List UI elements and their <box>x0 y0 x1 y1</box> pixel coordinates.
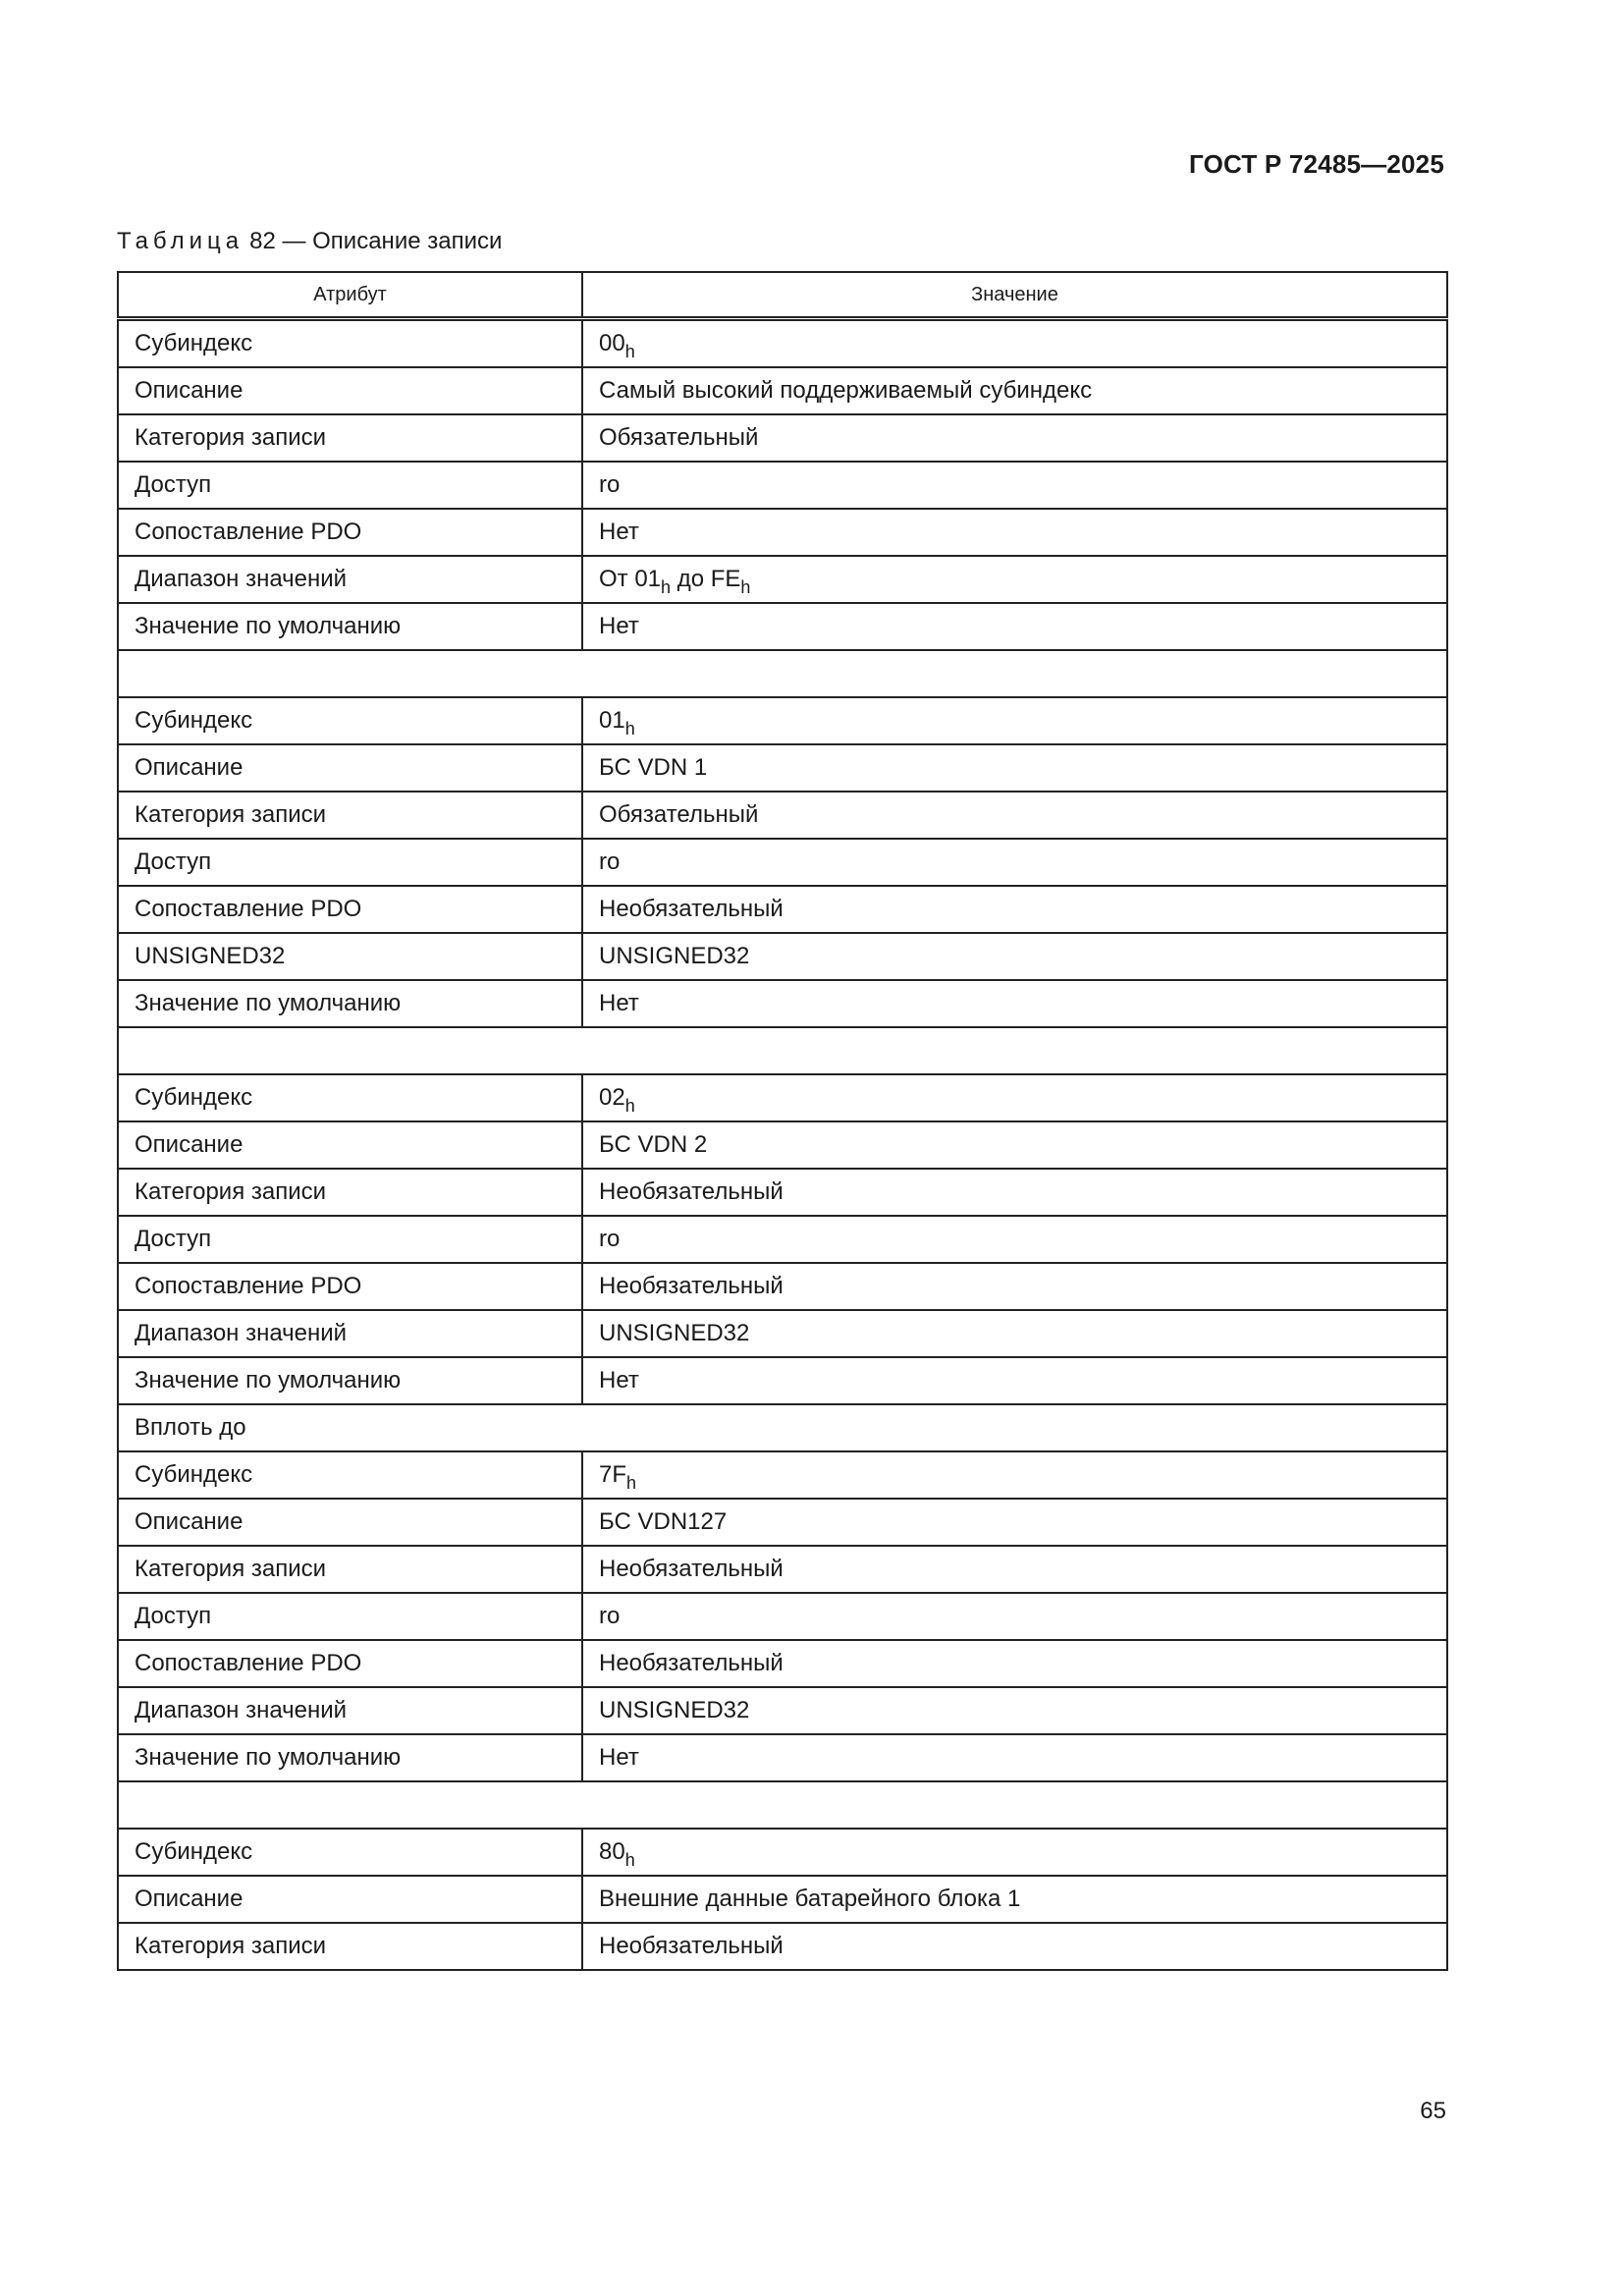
value-cell <box>582 697 1447 744</box>
table-row <box>118 1169 1447 1216</box>
value-text: Необязательный <box>599 1178 784 1205</box>
table-row <box>118 1451 1447 1499</box>
value-cell <box>582 1876 1447 1923</box>
table-row <box>118 1687 1447 1734</box>
value-text: Необязательный <box>599 1933 784 1959</box>
attribute-cell: Субиндекс <box>118 1451 582 1499</box>
document-code: ГОСТ Р 72485—2025 <box>1189 149 1444 179</box>
value-cell <box>582 1121 1447 1169</box>
value-text: Нет <box>599 1367 639 1394</box>
table-row <box>118 839 1447 886</box>
value-cell <box>582 414 1447 462</box>
span-row <box>118 1404 1447 1451</box>
value-cell <box>582 462 1447 509</box>
value-text: UNSIGNED32 <box>599 1320 750 1346</box>
value-cell <box>582 1640 1447 1687</box>
attribute-cell: Доступ <box>118 462 582 509</box>
value-text: Самый высокий поддерживаемый субиндекс <box>599 377 1093 404</box>
value-text: Обязательный <box>599 424 759 451</box>
attribute-cell: Диапазон значений <box>118 1310 582 1357</box>
table-row <box>118 792 1447 839</box>
separator-row <box>118 1027 1447 1074</box>
value-text: 02 <box>599 1084 625 1111</box>
column-header-value: Значение <box>582 272 1447 319</box>
value-cell <box>582 1074 1447 1121</box>
value-cell <box>582 319 1447 368</box>
attribute-cell: Доступ <box>118 1593 582 1640</box>
separator-row <box>118 1781 1447 1829</box>
table-row <box>118 1310 1447 1357</box>
attribute-cell: UNSIGNED32 <box>118 933 582 980</box>
page-number: 65 <box>1420 2098 1446 2124</box>
attribute-cell: Субиндекс <box>118 1829 582 1876</box>
value-cell <box>582 1216 1447 1263</box>
attribute-cell: Категория записи <box>118 1923 582 1970</box>
value-cell <box>582 744 1447 792</box>
separator-row <box>118 650 1447 697</box>
table-row <box>118 1499 1447 1546</box>
attribute-cell: Категория записи <box>118 414 582 462</box>
value-subscript: h <box>624 719 635 738</box>
separator-cell <box>118 1027 1447 1074</box>
attribute-cell: Значение по умолчанию <box>118 603 582 650</box>
value-subscript: h <box>624 342 635 361</box>
table-body <box>118 319 1447 1971</box>
table-row <box>118 1593 1447 1640</box>
value-subscript: h <box>626 1473 637 1493</box>
value-text: ro <box>599 1603 621 1629</box>
value-subscript: h <box>661 577 672 597</box>
value-cell <box>582 792 1447 839</box>
value-text: БС VDN 2 <box>599 1131 708 1158</box>
table-row <box>118 1121 1447 1169</box>
attribute-cell: Сопоставление PDO <box>118 1640 582 1687</box>
table-row <box>118 1829 1447 1876</box>
table-row <box>118 462 1447 509</box>
attribute-cell: Сопоставление PDO <box>118 1263 582 1310</box>
value-text: UNSIGNED32 <box>599 943 750 969</box>
table-row <box>118 933 1447 980</box>
table-caption-text: 82 — Описание записи <box>249 228 503 254</box>
value-cell <box>582 367 1447 414</box>
value-text: БС VDN 1 <box>599 754 708 781</box>
attribute-cell: Значение по умолчанию <box>118 1734 582 1781</box>
table-row <box>118 319 1447 368</box>
attribute-cell: Сопоставление PDO <box>118 509 582 556</box>
value-text: Необязательный <box>599 1273 784 1299</box>
table-row <box>118 367 1447 414</box>
value-text: Нет <box>599 1744 639 1771</box>
value-cell <box>582 1499 1447 1546</box>
table-row <box>118 1923 1447 1970</box>
attribute-cell: Описание <box>118 1121 582 1169</box>
table-row <box>118 1640 1447 1687</box>
span-cell: Вплоть до <box>118 1404 1447 1451</box>
value-cell <box>582 1263 1447 1310</box>
attribute-cell: Доступ <box>118 1216 582 1263</box>
value-text: БС VDN127 <box>599 1508 728 1535</box>
value-cell <box>582 556 1447 603</box>
value-cell <box>582 1734 1447 1781</box>
value-text: Обязательный <box>599 801 759 828</box>
value-text: 01 <box>599 707 625 734</box>
value-cell <box>582 509 1447 556</box>
table-row <box>118 980 1447 1027</box>
table-row <box>118 1263 1447 1310</box>
separator-cell <box>118 650 1447 697</box>
record-description-table <box>117 271 1448 1971</box>
value-subscript: h <box>624 1096 635 1116</box>
table-row <box>118 1734 1447 1781</box>
attribute-cell: Доступ <box>118 839 582 886</box>
attribute-cell: Значение по умолчанию <box>118 1357 582 1404</box>
table-row <box>118 886 1447 933</box>
attribute-cell: Субиндекс <box>118 319 582 368</box>
attribute-cell: Описание <box>118 367 582 414</box>
value-text: Необязательный <box>599 1556 784 1582</box>
attribute-cell: Категория записи <box>118 1169 582 1216</box>
separator-cell <box>118 1781 1447 1829</box>
value-cell <box>582 1310 1447 1357</box>
value-text: От 01 <box>599 566 662 592</box>
value-text: 00 <box>599 330 625 356</box>
table-row <box>118 744 1447 792</box>
value-text: ro <box>599 1226 621 1252</box>
value-text: ro <box>599 848 621 875</box>
table-header-row <box>118 272 1447 319</box>
table-row <box>118 1876 1447 1923</box>
value-cell <box>582 980 1447 1027</box>
attribute-cell: Описание <box>118 744 582 792</box>
value-text: Нет <box>599 519 639 545</box>
value-cell <box>582 1169 1447 1216</box>
value-text: Необязательный <box>599 1650 784 1676</box>
attribute-cell: Сопоставление PDO <box>118 886 582 933</box>
attribute-cell: Субиндекс <box>118 1074 582 1121</box>
attribute-cell: Описание <box>118 1876 582 1923</box>
table-caption-label: Таблица <box>117 228 244 254</box>
table-row <box>118 414 1447 462</box>
value-text: Нет <box>599 990 639 1016</box>
table-row <box>118 1546 1447 1593</box>
value-text: ro <box>599 471 621 498</box>
value-cell <box>582 1923 1447 1970</box>
table-row <box>118 697 1447 744</box>
value-subscript: h <box>624 1850 635 1870</box>
table-row <box>118 1357 1447 1404</box>
attribute-cell: Субиндекс <box>118 697 582 744</box>
value-text: Необязательный <box>599 896 784 922</box>
table-row <box>118 1074 1447 1121</box>
table-row <box>118 509 1447 556</box>
value-cell <box>582 1687 1447 1734</box>
attribute-cell: Категория записи <box>118 792 582 839</box>
value-text: 7F <box>599 1461 627 1488</box>
attribute-cell: Диапазон значений <box>118 1687 582 1734</box>
column-header-attribute: Атрибут <box>118 272 582 319</box>
attribute-cell: Описание <box>118 1499 582 1546</box>
value-cell <box>582 1829 1447 1876</box>
value-text: 80 <box>599 1838 625 1865</box>
value-cell <box>582 839 1447 886</box>
value-cell <box>582 1546 1447 1593</box>
table-caption <box>117 228 502 255</box>
value-text: UNSIGNED32 <box>599 1697 750 1723</box>
value-cell <box>582 1593 1447 1640</box>
value-cell <box>582 933 1447 980</box>
table-row <box>118 556 1447 603</box>
table-row <box>118 1216 1447 1263</box>
value-subscript: h <box>740 577 751 597</box>
value-text: до FE <box>671 566 741 592</box>
value-text: Нет <box>599 613 639 639</box>
value-cell <box>582 1451 1447 1499</box>
attribute-cell: Категория записи <box>118 1546 582 1593</box>
attribute-cell: Значение по умолчанию <box>118 980 582 1027</box>
attribute-cell: Диапазон значений <box>118 556 582 603</box>
value-cell <box>582 1357 1447 1404</box>
value-cell <box>582 603 1447 650</box>
value-cell <box>582 886 1447 933</box>
table-row <box>118 603 1447 650</box>
value-text: Внешние данные батарейного блока 1 <box>599 1886 1021 1912</box>
